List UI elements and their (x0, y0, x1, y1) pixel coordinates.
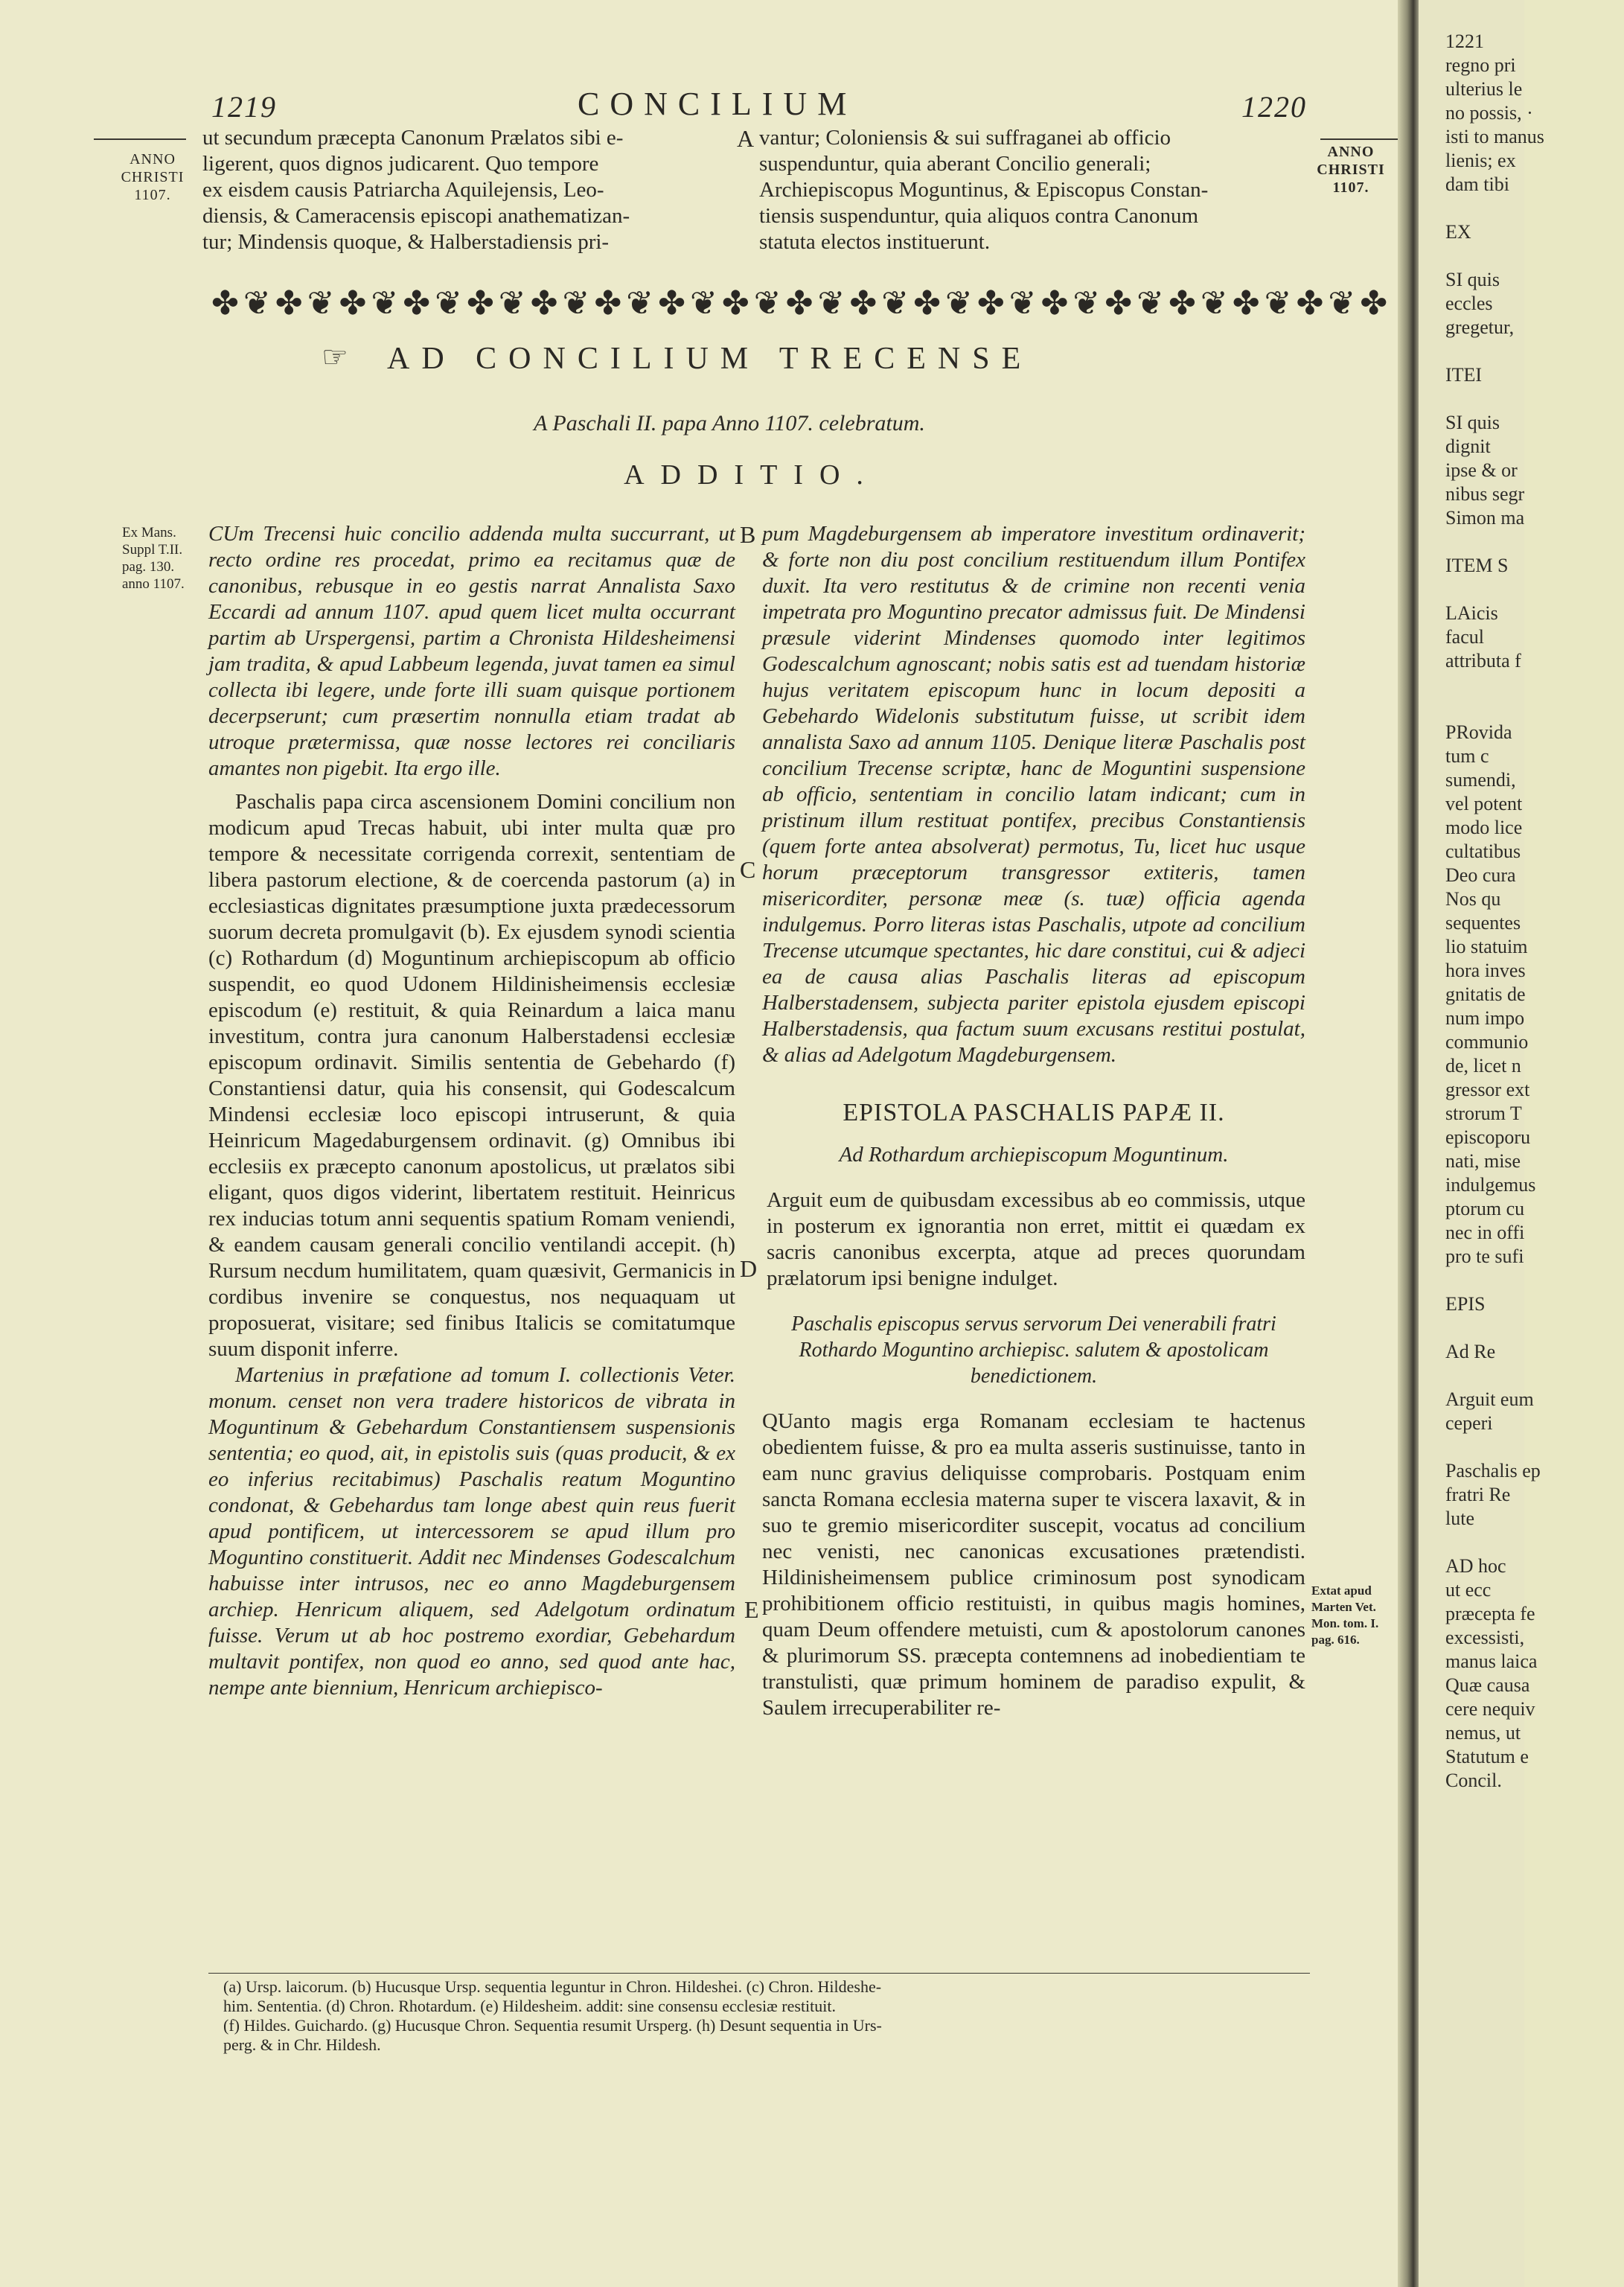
right-page-line: strorum T (1445, 1103, 1522, 1124)
right-page-line (1445, 697, 1624, 721)
right-page-line: gnitatis de (1445, 983, 1526, 1005)
right-page-line: de, licet n (1445, 1055, 1521, 1076)
text-line: ut secundum præcepta Canonum Prælatos sibi e- (202, 126, 624, 150)
right-page-line (1445, 673, 1624, 697)
text-line: suspenduntur, quia aberant Concilio generali; (759, 152, 1151, 176)
right-page-line: hora inves (1445, 960, 1526, 981)
right-page-line (1445, 1269, 1624, 1292)
right-page-line: pro te sufi (1445, 1245, 1524, 1267)
year-label: 1107. (1332, 179, 1369, 196)
right-page-line: Ad Re (1445, 1341, 1496, 1362)
right-page-line: eccles (1445, 293, 1493, 314)
right-page-line: no possis, · (1445, 102, 1533, 124)
page-number-left: 1219 (211, 90, 277, 124)
intro-italic-paragraph: CUm Trecensi huic concilio addenda multa succurrant, ut recto ordine res procedat, primo ea recitamus quæ de canonibus, rebusque in eo gestis narrat Annalista Saxo Eccardi ad annum 1107. apud quem licet multa occurrant partim ab Urspergensi, partim a Chronista Hildesheimensi jam tradita, & apud Labbeum legenda, juvat tamen ea simul collecta ibi legere, unde forte illi suam quisque portionem decerpserunt; cum præsertim nonnulla etiam tradat ab utroque prætermissa, quæ nosse lectores rei conciliaris amantes non pigebit. Ita ergo ille. (208, 522, 735, 780)
right-page-line: nemus, ut (1445, 1722, 1521, 1744)
anno-label: ANNO (130, 151, 176, 168)
right-page-line: præcepta fe (1445, 1603, 1535, 1624)
right-page-line (1445, 530, 1624, 554)
right-page-line: nibus segr (1445, 483, 1525, 505)
note-line: Suppl T.II. (122, 542, 183, 558)
right-page-line: Quæ causa (1445, 1674, 1530, 1696)
right-page-line: ut ecc (1445, 1579, 1492, 1601)
right-page-line: Statutum e (1445, 1746, 1529, 1767)
right-page-line: SI quis (1445, 412, 1500, 433)
right-page-line: ITEM S (1445, 555, 1509, 576)
header-rule-left (94, 138, 186, 140)
right-page-line: fratri Re (1445, 1484, 1511, 1505)
text-line: ex eisdem causis Patriarcha Aquilejensis, Leo- (202, 178, 604, 202)
text-line: tiensis suspenduntur, quia aliquos contra Canonum (759, 204, 1199, 228)
epistola-summary: Arguit eum de quibusdam excessibus ab eo commissis, utque in posterum ex ignorantia non erret, mittit ei quædam ex sacris canonibus excerpta, atque ad preces quorundam prælatorum ipsi benigne indulget. (767, 1188, 1305, 1290)
right-page-line (1445, 244, 1624, 268)
additio-heading: ADDITIO. (624, 459, 880, 491)
text-line: ligerent, quos dignos judicarent. Quo tempore (202, 152, 599, 176)
footnote-line: perg. & in Chr. Hildesh. (223, 2035, 381, 2054)
header-rule-right (1320, 138, 1402, 140)
footnotes (223, 1977, 1310, 2055)
right-page-line: isti to manus (1445, 126, 1544, 147)
running-title: CONCILIUM (578, 86, 857, 122)
right-page-line: Arguit eum (1445, 1388, 1534, 1410)
footnote-line: (f) Hildes. Guichardo. (g) Hucusque Chron. Sequentia resumit Ursperg. (h) Desunt sequentia in Urs- (223, 2016, 882, 2035)
right-page-line: cere nequiv (1445, 1698, 1535, 1720)
right-page-line: SI quis (1445, 269, 1500, 290)
right-page-line: PRovida (1445, 721, 1512, 743)
right-page-line: 1221 (1445, 31, 1484, 52)
christi-label: CHRISTI (1317, 162, 1385, 178)
right-page-line: AD hoc (1445, 1555, 1506, 1577)
right-page-line: gregetur, (1445, 316, 1515, 338)
annalista-paragraph: Paschalis papa circa ascensionem Domini concilium non modicum apud Trecas habuit, ubi inter multa quæ pro tempore & necessitate corrigenda correxit, sententiam de libera pastorum electione, & de coercenda pastorum (a) in ecclesiasticas dignitates præsumptione juxta prædecessorum suorum decreta promulgavit (b). Ex ejusdem synodi scientia (c) Rothardum (d) Moguntinum archiepiscopum ab officio suspendit, eo quod Udonem Hildinisheimensis ecclesiæ episcodum (e) restituit, & quia Reinardum a laica manu investitum, contra jura canonum Halberstadensi ecclesiæ episcopum ordinavit. Similis sententia de Gebehardo (f) Constantiensi datur, quia his consensit, qui Godescalcum Mindensi ecclesiæ loco episcopi intruserunt, & quia Heinricum Magedaburgensem ordinavit. (g) Omnibus ibi ecclesiis ex præcepto canonum apostolicus, ut prælatos sibi eligant, quos digos viderint, libertatem restituit. Heinricus rex inducias totum anni sequentis spatium Romam veniendi, & eandem causam generali concilio ventilandi accepit. (h) Rursum necdum humilitatem, quam quæsivit, Germanicis in cordibus invenire se conquestus, nos nequaquam ut proposuerat, visitare; sed finibus Italicis se comitatumque suum disponit inferre. (208, 790, 735, 1361)
top-column-right (759, 125, 1310, 255)
right-page-line: EPIS (1445, 1293, 1486, 1315)
pointing-hand-icon: ☞ (322, 340, 348, 374)
martenius-paragraph: Martenius in præfatione ad tomum I. collectionis Veter. monum. censet non vera tradere historicos de vibrata in Moguntinum & Gebehardum Constantiensem suspensionis sententia; eo quod, ait, in epistolis suis (quas producit, & ex eo inferius recitabimus) Paschalis reatum Moguntino condonat, & Gebehardus tam longe abest quin reus fuerit apud pontificem, ut intercessorem se apud illum pro Moguntino constituerit. Addit nec Mindenses Godescalchum habuisse inter intrusos, nec eo anno Magdeburgensem archiep. Henricum aliquem, sed Adelgotum ordinatum fuisse. Verum ut ab hoc postremo exordiar, Gebehardum multavit pontifex, non quod eo anno, sed quod ante hac, nempe ante biennium, Henricum archiepisco- (208, 1363, 735, 1700)
section-title: AD CONCILIUM TRECENSE (387, 342, 1033, 376)
book-spine-gutter (1398, 0, 1419, 2287)
right-page-line: indulgemus (1445, 1174, 1536, 1196)
right-page-line: nec in offi (1445, 1222, 1525, 1243)
note-line: anno 1107. (122, 576, 185, 592)
epistola-heading: EPISTOLA PASCHALIS PAPÆ II. (843, 1099, 1225, 1126)
right-page-line (1445, 1316, 1624, 1340)
margin-letter-e: E (744, 1596, 759, 1623)
right-page-line (1445, 1364, 1624, 1388)
right-page-line: ptorum cu (1445, 1198, 1525, 1219)
right-page-line (1445, 339, 1624, 363)
right-page-line: regno pri (1445, 54, 1516, 76)
right-page-line: communio (1445, 1031, 1529, 1053)
right-page-line: cultatibus (1445, 841, 1521, 862)
right-page-line: dignit (1445, 436, 1491, 457)
right-page-line: excessisti, (1445, 1627, 1525, 1648)
footnote-line: (a) Ursp. laicorum. (b) Hucusque Ursp. sequentia leguntur in Chron. Hildeshei. (c) Chron. Hildeshe- (223, 1977, 882, 1996)
right-page-line: vel potent (1445, 793, 1523, 814)
right-page-line (1445, 387, 1624, 411)
year-label: 1107. (134, 187, 171, 203)
right-page-fragment (1419, 0, 1544, 2287)
right-page-line: tum c (1445, 745, 1489, 767)
note-line: Ex Mans. (122, 525, 176, 540)
right-page-line: Paschalis ep (1445, 1460, 1541, 1481)
right-page-line: ceperi (1445, 1412, 1493, 1434)
top-column-left (202, 125, 735, 255)
margin-letter-c: C (740, 856, 756, 883)
column-right (762, 521, 1305, 1721)
section-subtitle: A Paschali II. papa Anno 1107. celebratum. (534, 411, 925, 436)
right-page-line: dam tibi (1445, 173, 1509, 195)
text-line: statuta electos instituerunt. (759, 230, 991, 254)
right-page-line: ITEI (1445, 364, 1483, 386)
epistola-address: Ad Rothardum archiepiscopum Moguntinum. (839, 1143, 1229, 1167)
note-line: Mon. tom. I. (1311, 1616, 1379, 1630)
right-page-line: gressor ext (1445, 1079, 1530, 1100)
anno-label: ANNO (1327, 144, 1375, 160)
margin-letter-b: B (740, 521, 756, 548)
right-page-line: attributa f (1445, 650, 1521, 672)
anno-christi-right (1310, 143, 1392, 197)
note-line: pag. 130. (122, 559, 175, 575)
anno-christi-left (112, 150, 194, 204)
text-line: vantur; Coloniensis & sui suffraganei ab officio (759, 126, 1171, 150)
right-page-line: ulterius le (1445, 78, 1523, 100)
right-page-line: modo lice (1445, 817, 1523, 838)
footnote-rule (208, 1973, 1310, 1974)
right-page-line: sequentes (1445, 912, 1521, 934)
right-page-line: episcoporu (1445, 1126, 1531, 1148)
page-number-right: 1220 (1241, 90, 1307, 124)
margin-letter-a: A (737, 125, 755, 152)
epistola-body: QUanto magis erga Romanam ecclesiam te hactenus obedientem fuisse, & pro ea multa asseris sustinuisse, tanto in eam nunc gravius deliquisse comprobaris. Postquam enim sancta Romana ecclesia materna super te viscera laxavit, & in suo te gremio misericorditer suscepit, vocatus ad concilium nec venisti, nec canonicas excusationes prætendisti. Hildinisheimensem publice criminosum post synodicam prohibitionem officio restituisti, in quibus magis homines, quam Deum offendere metuisti, cum & apostolorum canones & plurimorum SS. præcepta contemnens ad inobedientiam te transtulisti, quæ primum hominem de paradiso expulit, & Saulem irrecuperabiliter re- (762, 1409, 1305, 1720)
note-line: pag. 616. (1311, 1633, 1360, 1647)
right-page-line: Deo cura (1445, 864, 1516, 886)
right-page-line: lienis; ex (1445, 150, 1516, 171)
right-page-line (1445, 197, 1624, 220)
christi-label: CHRISTI (121, 169, 185, 185)
right-page-line (1445, 578, 1624, 602)
margin-letter-d: D (740, 1255, 758, 1282)
right-page-line: ipse & or (1445, 459, 1518, 481)
note-line: Extat apud (1311, 1583, 1372, 1598)
right-page-line: Concil. (1445, 1770, 1502, 1791)
right-page-text (1445, 30, 1624, 1793)
ornament-band: ✤❦✤❦✤❦✤❦✤❦✤❦✤❦✤❦✤❦✤❦✤❦✤❦✤❦✤❦✤❦✤❦✤❦✤❦✤ (211, 285, 1393, 322)
right-page-line: Simon ma (1445, 507, 1525, 529)
epistola-salutation: Paschalis episcopus servus servorum Dei venerabili fratri Rothardo Moguntino archiepisc. salutem & apostolicam benedictionem. (791, 1312, 1276, 1388)
right-page-line: nati, mise (1445, 1150, 1521, 1172)
right-page-line: num impo (1445, 1007, 1525, 1029)
right-page-line (1445, 1435, 1624, 1459)
right-page-line: LAicis (1445, 602, 1498, 624)
right-page-line: facul (1445, 626, 1484, 648)
note-line: Marten Vet. (1311, 1600, 1376, 1614)
right-page-line: manus laica (1445, 1650, 1538, 1672)
right-page-line: lute (1445, 1508, 1474, 1529)
footnote-line: him. Sententia. (d) Chron. Rhotardum. (e) Hildesheim. addit: sine consensu ecclesiæ restituit. (223, 1997, 837, 2015)
margin-note-right (1311, 1583, 1401, 1648)
right-page-line: Nos qu (1445, 888, 1501, 910)
text-line: tur; Mindensis quoque, & Halberstadiensis pri- (202, 230, 610, 254)
text-line: Archiepiscopus Moguntinus, & Episcopus Constan- (759, 178, 1209, 202)
right-page-line: sumendi, (1445, 769, 1516, 791)
column-left (208, 521, 735, 1701)
text-line: diensis, & Cameracensis episcopi anathematizan- (202, 204, 630, 228)
margin-note-left (122, 524, 204, 593)
right-page-line (1445, 1531, 1624, 1554)
right-page-line: EX (1445, 221, 1471, 243)
right-page-line: lio statuim (1445, 936, 1528, 957)
continuation-italic-paragraph: pum Magdeburgensem ab imperatore investitum ordinaverit; & forte non diu post concilium restituendum illum Pontifex duxit. Ita vero restitutus & de crimine non recenti venia impetrata pro Moguntino precator admissus fuit. De Mindensi præsule viderint Mindenses quomodo inter legitimos Godescalchum agnoscant; nobis satis est ad tuendam historiæ hujus veritatem episcopum hunc in locum depositi a Gebehardo Widelonis substitutum fuisse, ut scribit idem annalista Saxo ad annum 1105. Denique literæ Paschalis post concilium Trecense scriptæ, hanc de Moguntini suspensione ab officio, sententiam in concilio latam indicant; cum in pristinum illum restituat pontifex, precibus Constantiensis (quem forte antea absolverat) permotus, Tu, licet huc usque horum præceptorum transgressor extiteris, tamen misericorditer, personæ meæ (s. tuæ) officia agenda indulgemus. Porro literas istas Paschalis, utpote ad concilium Trecense utcumque spectantes, hic dare constitui, cui & adjeci ea de causa alias Paschalis literas ad episcopum Halberstadensem, subjecta pariter epistola ejusdem episcopi Halberstadensis, qua factum suum excusans restitui postulat, & alias ad Adelgotum Magdeburgensem. (762, 522, 1305, 1067)
